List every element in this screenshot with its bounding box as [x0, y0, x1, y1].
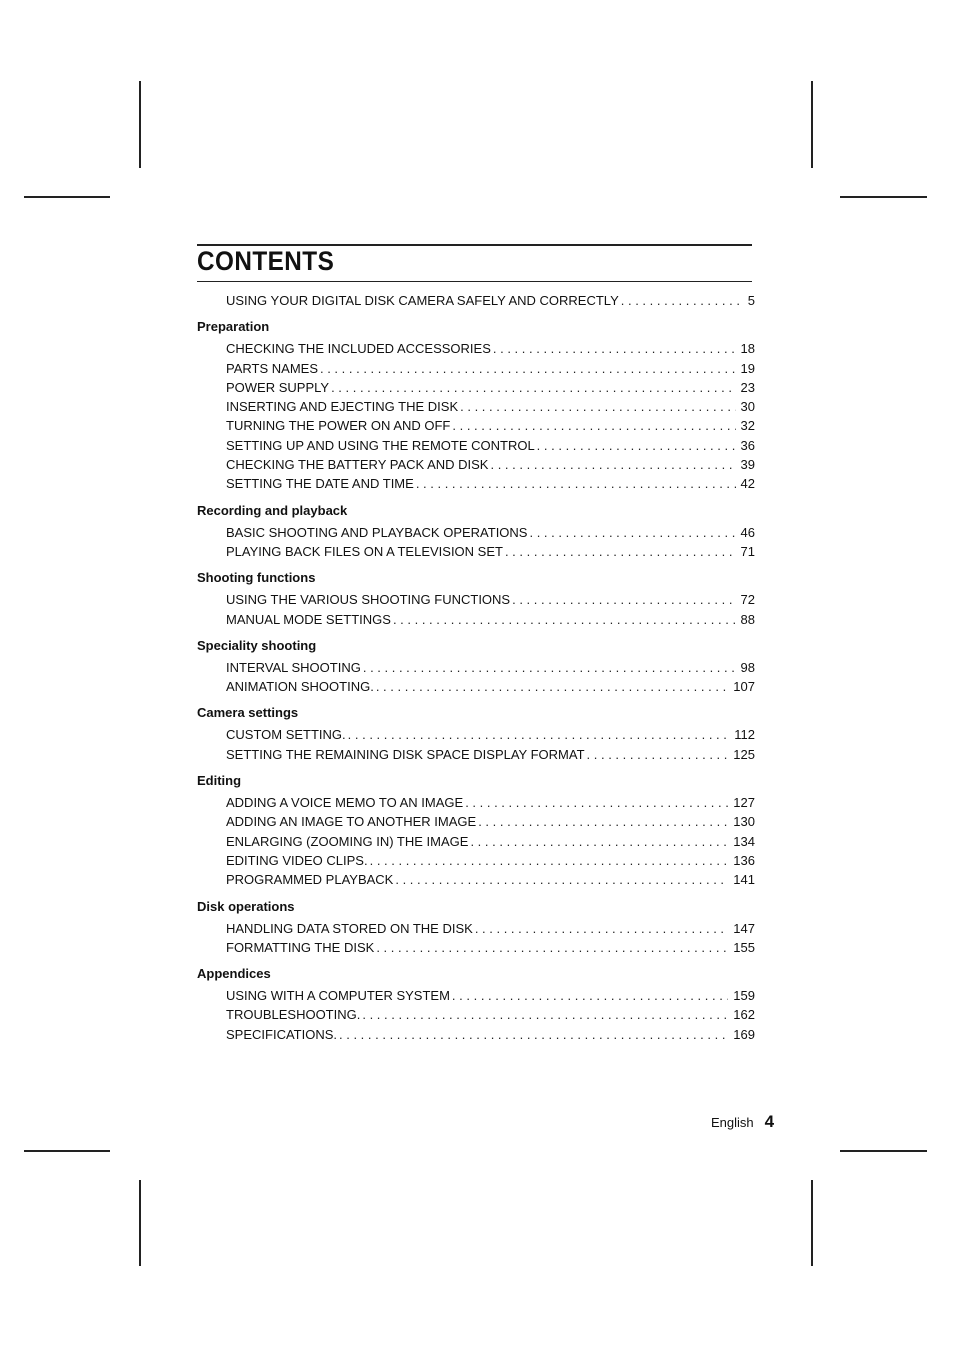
leader-dots: [452, 986, 728, 1005]
section-heading: Recording and playback: [197, 502, 348, 518]
leader-dots: [370, 851, 729, 870]
page-title: CONTENTS: [197, 246, 335, 276]
leader-dots: [465, 793, 728, 812]
crop-mark-top-left-horizontal: [24, 196, 110, 198]
leader-dots: [363, 658, 736, 677]
toc-entry-page: 125: [733, 746, 755, 762]
toc-entry-title: BASIC SHOOTING AND PLAYBACK OPERATIONS: [226, 524, 528, 540]
toc-entry-title: USING WITH A COMPUTER SYSTEM: [226, 988, 450, 1004]
toc-entry-page: 159: [733, 988, 755, 1004]
page-footer: [711, 1112, 774, 1132]
toc-entry-page: 30: [740, 399, 755, 415]
leader-dots: [470, 832, 728, 851]
toc-entry-page: 98: [740, 659, 755, 675]
toc-entry[interactable]: [197, 832, 755, 851]
leader-dots: [475, 919, 728, 938]
toc-entry[interactable]: [197, 610, 755, 629]
toc-entry-title: TURNING THE POWER ON AND OFF: [226, 418, 451, 434]
toc-entry[interactable]: [197, 745, 755, 764]
crop-mark-top-right-horizontal: [840, 196, 927, 198]
toc-entry[interactable]: [197, 359, 755, 378]
toc-entry-page: 107: [733, 679, 755, 695]
leader-dots: [393, 610, 736, 629]
crop-mark-top-right-vertical: [811, 81, 813, 168]
toc-entry[interactable]: [197, 455, 755, 474]
toc-entry[interactable]: [197, 542, 755, 561]
toc-entry-page: 42: [740, 476, 755, 492]
toc-entry-title: USING THE VARIOUS SHOOTING FUNCTIONS: [226, 592, 511, 608]
footer-language: English: [711, 1115, 754, 1130]
toc-entry-page: 23: [740, 379, 755, 395]
leader-dots: [490, 455, 735, 474]
leader-dots: [478, 812, 728, 831]
toc-entry-page: 36: [740, 437, 755, 453]
toc-entry-title: ADDING A VOICE MEMO TO AN IMAGE: [226, 795, 464, 811]
toc-entry[interactable]: [197, 725, 755, 744]
toc-entry[interactable]: [197, 523, 755, 542]
section-heading: Shooting functions: [197, 570, 316, 586]
toc-entry-title: CHECKING THE INCLUDED ACCESSORIES: [226, 341, 491, 357]
toc-entry-title: USING YOUR DIGITAL DISK CAMERA SAFELY AND CORRECTLY: [226, 293, 619, 308]
toc-entry-page: 72: [740, 592, 755, 608]
toc-entry-page: 169: [733, 1026, 755, 1042]
toc-entry[interactable]: [197, 397, 755, 416]
toc-entry[interactable]: [197, 870, 755, 889]
toc-entry-title: CUSTOM SETTING.: [226, 727, 346, 743]
toc-entry-page: 5: [747, 293, 755, 308]
toc-entry-page: 141: [733, 872, 755, 888]
page-number: 4: [764, 1112, 775, 1131]
toc-entry-intro[interactable]: [197, 291, 755, 310]
toc-entry-page: 46: [740, 524, 755, 540]
toc-entry[interactable]: [197, 986, 755, 1005]
toc-entry-title: INTERVAL SHOOTING: [226, 659, 361, 675]
toc-entry-page: 112: [734, 727, 755, 743]
section-heading: Editing: [197, 773, 242, 789]
toc-entry-page: 39: [740, 457, 755, 473]
toc-entry[interactable]: [197, 474, 755, 493]
leader-dots: [505, 542, 736, 561]
toc-entry-title: INSERTING AND EJECTING THE DISK: [226, 399, 459, 415]
toc-entry-page: 130: [733, 814, 755, 830]
toc-entry-title: ADDING AN IMAGE TO ANOTHER IMAGE: [226, 814, 477, 830]
toc-entry-page: 88: [740, 611, 755, 627]
section-heading: Disk operations: [197, 898, 295, 914]
section-heading: Preparation: [197, 319, 270, 335]
toc-entry[interactable]: [197, 919, 755, 938]
toc-entry-page: 155: [733, 939, 755, 955]
leader-dots: [339, 1025, 728, 1044]
toc-entry[interactable]: [197, 590, 755, 609]
leader-dots: [452, 416, 735, 435]
toc-entry-title: HANDLING DATA STORED ON THE DISK: [226, 920, 473, 936]
toc-entry-title: ENLARGING (ZOOMING IN) THE IMAGE: [226, 833, 469, 849]
toc-entry[interactable]: [197, 339, 755, 358]
leader-dots: [395, 870, 728, 889]
crop-mark-bottom-left-horizontal: [24, 1150, 110, 1152]
toc-entry[interactable]: [197, 793, 755, 812]
toc-entry[interactable]: [197, 1005, 755, 1024]
leader-dots: [376, 677, 728, 696]
leader-dots: [529, 523, 735, 542]
toc-entry-title: EDITING VIDEO CLIPS.: [226, 852, 368, 868]
toc-entry-title: PLAYING BACK FILES ON A TELEVISION SET: [226, 543, 503, 559]
toc-entry-page: 127: [733, 795, 755, 811]
leader-dots: [320, 359, 736, 378]
toc-entry-page: 19: [740, 360, 755, 376]
leader-dots: [460, 397, 735, 416]
leader-dots: [512, 590, 735, 609]
toc-entry-title: MANUAL MODE SETTINGS: [226, 611, 391, 627]
toc-entry-title: POWER SUPPLY: [226, 379, 330, 395]
leader-dots: [621, 291, 743, 310]
toc-entry-title: SETTING THE DATE AND TIME: [226, 476, 414, 492]
crop-mark-bottom-left-vertical: [139, 1180, 141, 1266]
toc-entry[interactable]: [197, 851, 755, 870]
section-heading: Speciality shooting: [197, 637, 317, 653]
leader-dots: [362, 1005, 728, 1024]
leader-dots: [537, 436, 736, 455]
toc-entry-title: CHECKING THE BATTERY PACK AND DISK: [226, 457, 489, 473]
leader-dots: [587, 745, 729, 764]
toc-entry-title: FORMATTING THE DISK: [226, 939, 375, 955]
leader-dots: [331, 378, 735, 397]
toc-entry-title: ANIMATION SHOOTING.: [226, 679, 374, 695]
toc-entry-title: PROGRAMMED PLAYBACK: [226, 872, 394, 888]
toc-entry-title: SPECIFICATIONS.: [226, 1026, 337, 1042]
toc-entry[interactable]: [197, 677, 755, 696]
toc-entry[interactable]: [197, 1025, 755, 1044]
toc-entry[interactable]: [197, 378, 755, 397]
toc-entry-title: PARTS NAMES: [226, 360, 318, 376]
section-heading: Camera settings: [197, 705, 299, 721]
toc-entry[interactable]: [197, 416, 755, 435]
toc-entry-page: 136: [733, 852, 755, 868]
leader-dots: [376, 938, 728, 957]
toc-entry[interactable]: [197, 938, 755, 957]
crop-mark-bottom-right-horizontal: [840, 1150, 927, 1152]
leader-dots: [416, 474, 736, 493]
toc-entry-page: 134: [733, 833, 755, 849]
toc-entry-page: 18: [740, 341, 755, 357]
toc-entry-page: 71: [740, 543, 755, 559]
toc-entry[interactable]: [197, 658, 755, 677]
toc-entry-page: 147: [733, 920, 755, 936]
section-heading: Appendices: [197, 966, 271, 982]
toc-entry-page: 162: [733, 1007, 755, 1023]
leader-dots: [493, 339, 736, 358]
toc-entry-title: TROUBLESHOOTING.: [226, 1007, 361, 1023]
crop-mark-top-left-vertical: [139, 81, 141, 168]
toc-entry-title: SETTING UP AND USING THE REMOTE CONTROL: [226, 437, 535, 453]
crop-mark-bottom-right-vertical: [811, 1180, 813, 1266]
toc-entry-page: 32: [740, 418, 755, 434]
leader-dots: [348, 725, 730, 744]
table-of-contents: [197, 291, 755, 1044]
toc-entry[interactable]: [197, 812, 755, 831]
toc-entry[interactable]: [197, 436, 755, 455]
title-bottom-rule: [197, 281, 752, 282]
toc-entry-title: SETTING THE REMAINING DISK SPACE DISPLAY FORMAT: [226, 746, 585, 762]
